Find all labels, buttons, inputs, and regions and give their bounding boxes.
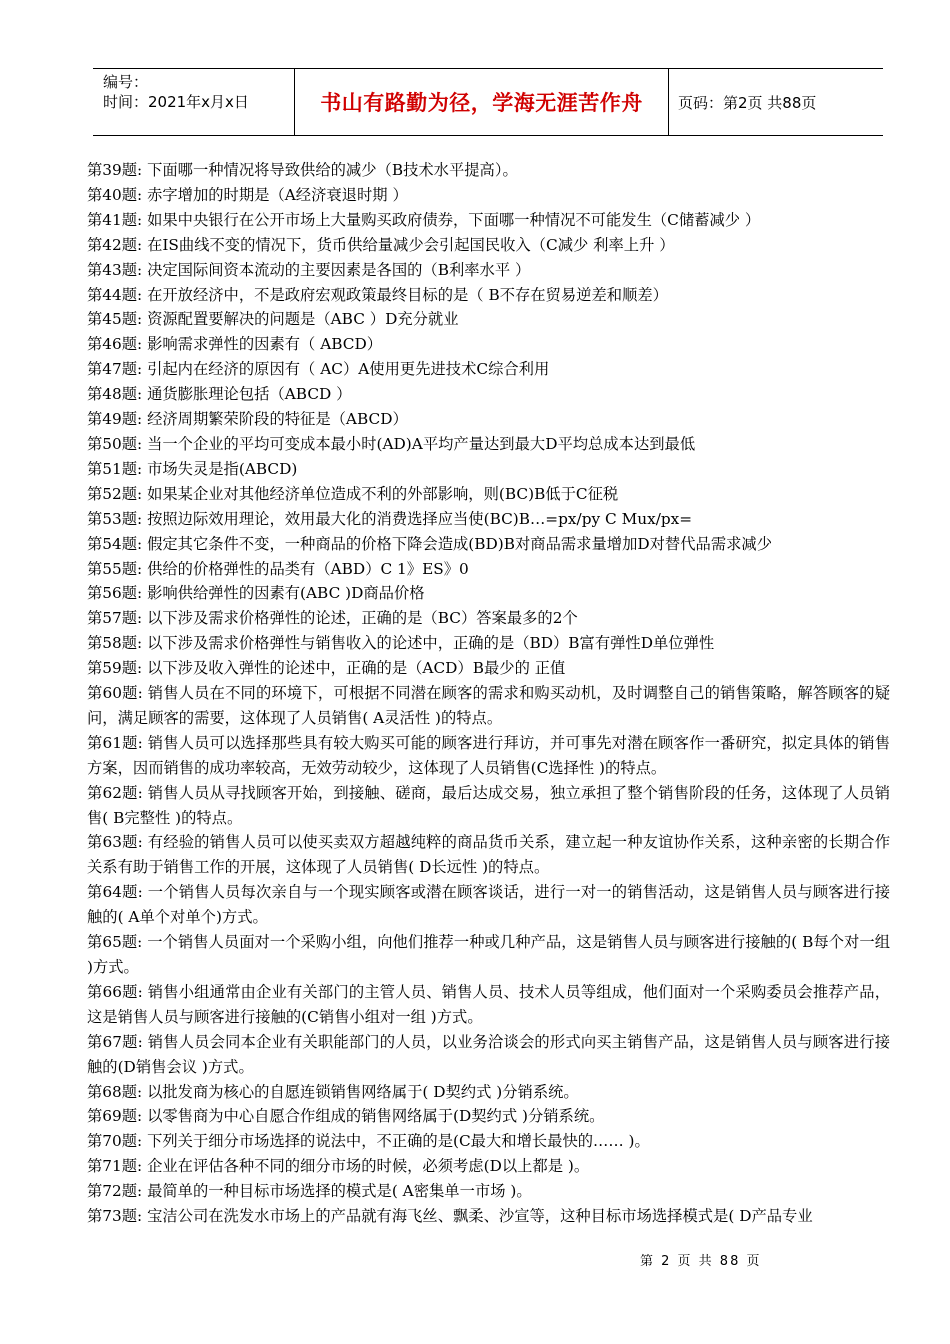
question-item: 第45题: 资源配置要解决的问题是（ABC ）D充分就业 bbox=[87, 310, 459, 329]
question-item: 第64题: 一个销售人员每次亲自与一个现实顾客或潜在顾客谈话，进行一对一的销售活动，这是销售人员与顾客进行接触的( A单个对单个)方式。 bbox=[87, 883, 890, 927]
question-item: 第47题: 引起内在经济的原因有（ AC）A使用更先进技术C综合利用 bbox=[87, 360, 550, 379]
question-item: 第54题: 假定其它条件不变，一种商品的价格下降会造成(BD)B对商品需求量增加D对替代品需求减少 bbox=[87, 534, 773, 553]
document-number-label: 编号： bbox=[103, 73, 149, 91]
question-item: 第44题: 在开放经济中，不是政府宏观政策最终目标的是（ B不存在贸易逆差和顺差） bbox=[87, 285, 668, 304]
question-item: 第60题: 销售人员在不同的环境下，可根据不同潜在顾客的需求和购买动机，及时调整自己的销售策略，解答顾客的疑问，满足顾客的需要，这体现了人员销售( A灵活性 )的特点。 bbox=[87, 684, 890, 727]
question-item: 第51题: 市场失灵是指(ABCD) bbox=[87, 459, 298, 478]
question-item: 第68题: 以批发商为核心的自愿连锁销售网络属于( D契约式 )分销系统。 bbox=[87, 1082, 579, 1101]
question-item: 第62题: 销售人员从寻找顾客开始，到接触、磋商，最后达成交易，独立承担了整个销售阶段的任务，这体现了人员销售( B完整性 )的特点。 bbox=[87, 783, 890, 827]
question-item: 第40题: 赤字增加的时期是（A经济衰退时期 ） bbox=[87, 185, 408, 204]
header-meta bbox=[103, 72, 249, 112]
question-item: 第58题: 以下涉及需求价格弹性与销售收入的论述中，正确的是（BD）B富有弹性D单位弹性 bbox=[87, 634, 715, 653]
question-item: 第57题: 以下涉及需求价格弹性的论述，正确的是（BC）答案最多的2个 bbox=[87, 609, 578, 628]
question-item: 第56题: 影响供给弹性的因素有(ABC )D商品价格 bbox=[87, 584, 425, 603]
question-item: 第73题: 宝洁公司在洗发水市场上的产品就有海飞丝、飘柔、沙宣等，这种目标市场选择模式是( D产品专业 bbox=[87, 1207, 813, 1226]
question-item: 第48题: 通货膨胀理论包括（ABCD ） bbox=[87, 385, 352, 404]
question-item: 第59题: 以下涉及收入弹性的论述中，正确的是（ACD）B最少的 正值 bbox=[87, 659, 566, 678]
question-item: 第72题: 最简单的一种目标市场选择的模式是( A密集单一市场 )。 bbox=[87, 1182, 532, 1201]
question-item: 第46题: 影响需求弹性的因素有（ ABCD） bbox=[87, 335, 383, 354]
question-item: 第61题: 销售人员可以选择那些具有较大购买可能的顾客进行拜访，并可事先对潜在顾客作一番研究，拟定具体的销售方案，因而销售的成功率较高，无效劳动较少，这体现了人员销售(C选择性 )的特点。 bbox=[87, 733, 890, 777]
question-item: 第53题: 按照边际效用理论，效用最大化的消费选择应当使(BC)B…=px/py C Mux/px= bbox=[87, 509, 693, 528]
header-divider bbox=[668, 68, 669, 136]
question-item: 第41题: 如果中央银行在公开市场上大量购买政府债券，下面哪一种情况不可能发生（C储蓄减少 ） bbox=[87, 210, 761, 229]
question-item: 第67题: 销售人员会同本企业有关职能部门的人员，以业务洽谈会的形式向买主销售产品，这是销售人员与顾客进行接触的(D销售会议 )方式。 bbox=[87, 1032, 890, 1076]
page-footer: 第 2 页 共 88 页 bbox=[640, 1254, 762, 1269]
question-item: 第70题: 下列关于细分市场选择的说法中，不正确的是(C最大和增长最快的…… )。 bbox=[87, 1132, 650, 1151]
header-page-info: 页码：第2页 共88页 bbox=[678, 93, 817, 112]
question-item: 第66题: 销售小组通常由企业有关部门的主管人员、销售人员、技术人员等组成，他们面对一个采购委员会推荐产品，这是销售人员与顾客进行接触的(C销售小组对一组 )方式。 bbox=[87, 982, 890, 1026]
question-list bbox=[87, 158, 890, 1229]
question-item: 第39题: 下面哪一种情况将导致供给的减少（B技术水平提高）。 bbox=[87, 161, 518, 179]
page-header bbox=[93, 68, 883, 136]
question-item: 第55题: 供给的价格弹性的品类有（ABD）C 1》ES》0 bbox=[87, 559, 469, 578]
question-item: 第65题: 一个销售人员面对一个采购小组，向他们推荐一种或几种产品，这是销售人员与顾客进行接触的( B每个对一组 )方式。 bbox=[87, 933, 890, 976]
document-date: 时间：2021年x月x日 bbox=[103, 93, 249, 111]
header-motto: 书山有路勤为径，学海无涯苦作舟 bbox=[320, 91, 643, 115]
question-item: 第63题: 有经验的销售人员可以使买卖双方超越纯粹的商品货币关系，建立起一种友谊协作关系，这种亲密的长期合作关系有助于销售工作的开展，这体现了人员销售( D长远性 )的特点。 bbox=[87, 833, 890, 877]
question-item: 第71题: 企业在评估各种不同的细分市场的时候，必须考虑(D以上都是 )。 bbox=[87, 1157, 590, 1176]
question-item: 第52题: 如果某企业对其他经济单位造成不利的外部影响，则(BC)B低于C征税 bbox=[87, 484, 619, 503]
question-item: 第42题: 在IS曲线不变的情况下，货币供给量减少会引起国民收入（C减少 利率上升 ） bbox=[87, 235, 675, 254]
question-item: 第43题: 决定国际间资本流动的主要因素是各国的（B利率水平 ） bbox=[87, 260, 531, 279]
question-item: 第50题: 当一个企业的平均可变成本最小时(AD)A平均产量达到最大D平均总成本达到最低 bbox=[87, 434, 696, 453]
question-item: 第49题: 经济周期繁荣阶段的特征是（ABCD） bbox=[87, 410, 408, 429]
question-item: 第69题: 以零售商为中心自愿合作组成的销售网络属于(D契约式 )分销系统。 bbox=[87, 1107, 605, 1126]
